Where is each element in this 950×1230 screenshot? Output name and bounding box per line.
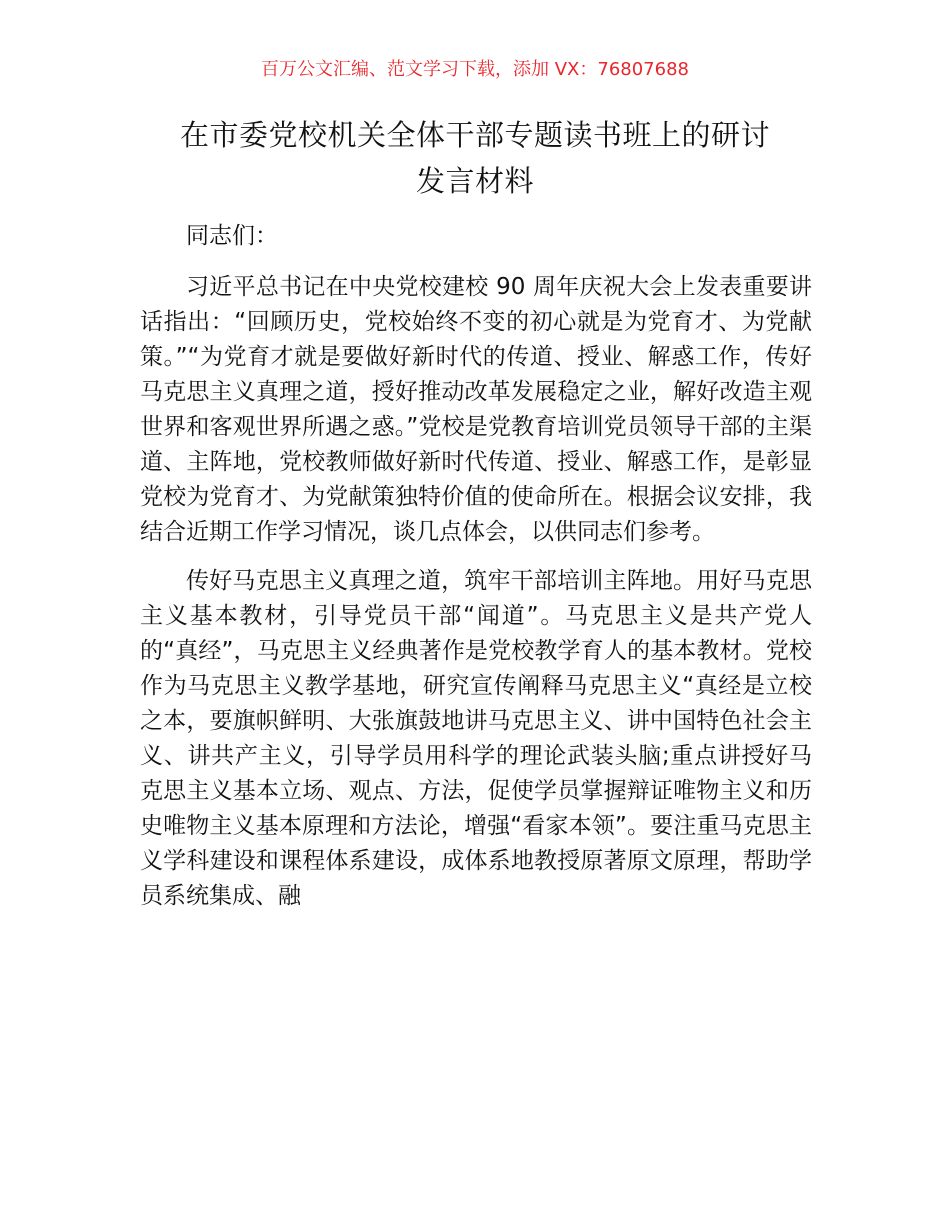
document-title-line-1: 在市委党校机关全体干部专题读书班上的研讨: [179, 118, 770, 152]
document-title: [130, 112, 820, 204]
promo-header-note: 百万公文汇编、范文学习下载，添加 VX：76807688: [261, 59, 689, 80]
salutation: 同志们：: [186, 223, 278, 249]
document-title-line-2: 发言材料: [415, 164, 534, 198]
paragraph-2: 传好马克思主义真理之道，筑牢干部培训主阵地。用好马克思主义基本教材，引导党员干部“闻道”。马克思主义是共产党人的“真经”，马克思主义经典著作是党校教学育人的基本教材。党校作为马克思主义教学基地，研究宣传阐释马克思主义“真经是立校之本，要旗帜鲜明、大张旗鼓地讲马克思主义、讲中国特色社会主义、讲共产主义，引导学员用科学的理论武装头脑;重点讲授好马克思主义基本立场、观点、方法，促使学员掌握辩证唯物主义和历史唯物主义基本原理和方法论，增强“看家本领”。要注重马克思主义学科建设和课程体系建设，成体系地教授原著原文原理，帮助学员系统集成、融: [140, 568, 812, 909]
document-body: [140, 219, 812, 928]
paragraph-1: 习近平总书记在中央党校建校 90 周年庆祝大会上发表重要讲话指出：“回顾历史，党校始终不变的初心就是为党育才、为党献策。”“为党育才就是要做好新时代的传道、授业、解惑工作，传好马克思主义真理之道，授好推动改革发展稳定之业，解好改造主观世界和客观世界所遇之惑。”党校是党教育培训党员领导干部的主渠道、主阵地，党校教师做好新时代传道、授业、解惑工作，是彰显党校为党育才、为党献策独特价值的使命所在。根据会议安排，我结合近期工作学习情况，谈几点体会，以供同志们参考。: [140, 274, 812, 545]
